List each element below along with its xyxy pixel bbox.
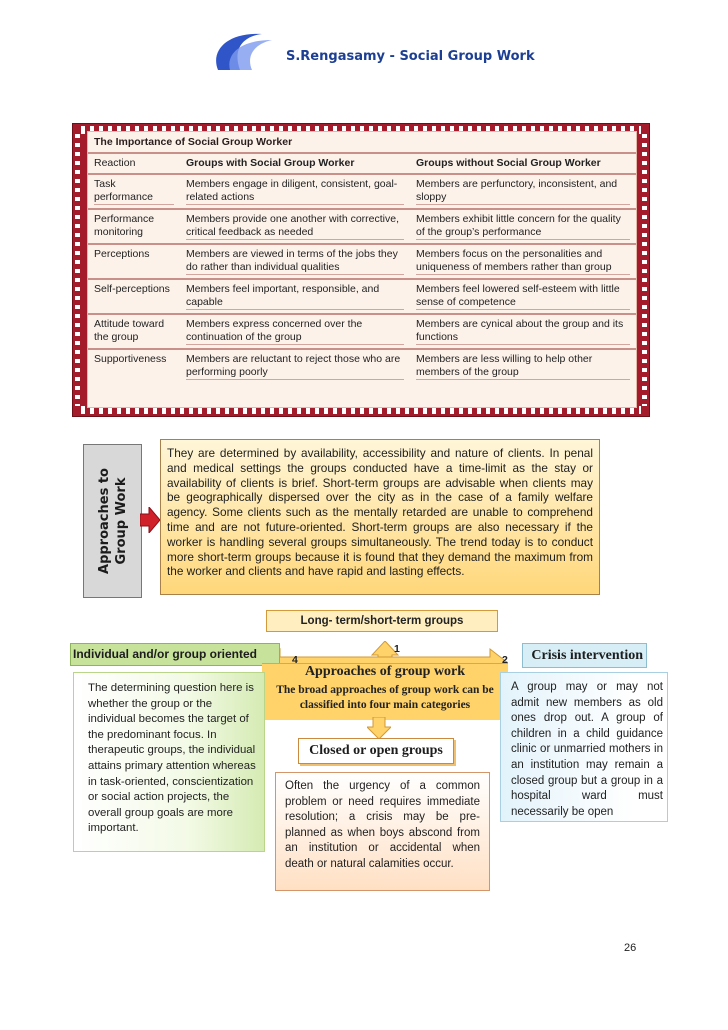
side-label-line2: Group Work: [113, 477, 129, 565]
page-number: 26: [624, 942, 637, 954]
approaches-description: They are determined by availability, accessibility and nature of clients. In penal and medical settings the groups conducted have a time-limit as the stay or availability of clients is brief. Short-term groups are advisable when clients may be geographically dispersed over the city as in the case of a family welfare agency. Some clients such as the mentally retarded are unable to comprehend time and are not future-oriented. Short-term groups are also necessary if the worker is handling several groups simultaneously. The trend today is to conduct more short-term groups because it is found that they demand the maximum from the worker and clients and have rapid and lasting effects.: [160, 439, 600, 595]
row-label: Attitude toward the group: [94, 318, 165, 343]
cell-without: Members are less willing to help other members of the group: [416, 353, 630, 380]
approaches-center-subtitle: The broad approaches of group work can be classified into four main categories: [276, 684, 494, 711]
row-label: Supportiveness: [94, 353, 167, 365]
table-row: [88, 314, 636, 349]
row-label: Self-perceptions: [94, 283, 170, 295]
row-label: Task performance: [94, 178, 174, 205]
number-1: 1: [394, 643, 400, 655]
cell-without: Members feel lowered self-esteem with little sense of competence: [416, 283, 630, 310]
table-header-row: [88, 153, 636, 174]
table-row: [88, 279, 636, 314]
row-label: Performance monitoring: [94, 213, 155, 238]
number-4: 4: [292, 654, 298, 666]
cell-with: Members engage in diligent, consistent, goal-related actions: [186, 178, 404, 205]
cell-with: Members are viewed in terms of the jobs they do rather than individual qualities: [186, 248, 404, 275]
cell-without: Members focus on the personalities and uniqueness of members rather than group: [416, 248, 630, 275]
cell-with: Members express concerned over the continuation of the group: [186, 318, 404, 345]
row-label: Perceptions: [94, 248, 150, 260]
number-2: 2: [502, 654, 508, 666]
cell-with: Members are reluctant to reject those who are performing poorly: [186, 353, 404, 380]
table-row: [88, 244, 636, 279]
crisis-intervention-description: A group may or may not admit new members as old ones drop out. A group of children in a child guidance clinic or unmarried mothers in an institution may remain a closed group but a group in a hospital ward must necessarily be open: [500, 672, 668, 822]
cell-without: Members are cynical about the group and its functions: [416, 318, 630, 345]
column-header-without: Groups without Social Group Worker: [410, 153, 636, 174]
individual-group-description: The determining question here is whether the group or the individual becomes the target of the predominant focus. In therapeutic groups, the individual attains primary attention whereas in task-oriented, conscientization or social action projects, the overall group goals are more important.: [73, 672, 265, 852]
approaches-side-label: [83, 444, 142, 598]
crisis-intervention-label: Crisis intervention: [522, 643, 647, 668]
down-arrow-icon: [367, 717, 391, 739]
page-header-title: S.Rengasamy - Social Group Work: [286, 49, 535, 64]
logo-swoosh-icon: [210, 30, 280, 74]
table-row: [88, 174, 636, 209]
closed-open-description: Often the urgency of a common problem or need requires immediate resolution; a crisis may be pre-planned as when boys abscond from an institution or accidental when death or natural calamities occur.: [275, 772, 490, 891]
closed-open-groups-label: Closed or open groups: [298, 738, 454, 764]
column-header-reaction: Reaction: [88, 153, 180, 174]
importance-table-frame: [72, 123, 650, 417]
cell-without: Members are perfunctory, inconsistent, and sloppy: [416, 178, 630, 205]
column-header-with: Groups with Social Group Worker: [180, 153, 410, 174]
cell-with: Members feel important, responsible, and capable: [186, 283, 404, 310]
importance-table: [87, 131, 637, 408]
table-caption: The Importance of Social Group Worker: [88, 132, 636, 153]
approaches-center-title: Approaches of group work: [304, 664, 466, 679]
table-caption-row: [88, 132, 636, 153]
cell-without: Members exhibit little concern for the quality of the group’s performance: [416, 213, 630, 240]
long-short-term-groups-label: Long- term/short-term groups: [266, 610, 498, 632]
cell-with: Members provide one another with corrective, critical feedback as needed: [186, 213, 404, 240]
table-row: [88, 349, 636, 383]
right-arrow-icon: [140, 507, 160, 533]
side-label-line1: Approaches to: [96, 468, 112, 574]
table-row: [88, 209, 636, 244]
individual-group-oriented-label: Individual and/or group oriented: [70, 643, 280, 666]
